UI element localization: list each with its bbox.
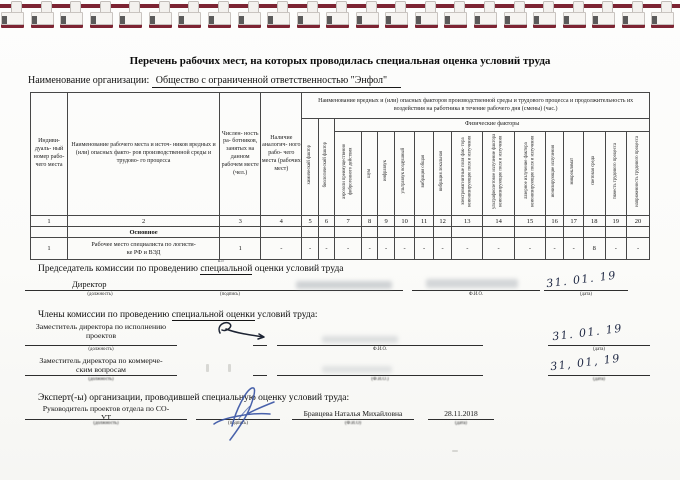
expert-date: 28.11.2018 — [444, 409, 478, 418]
members-heading-pre: Члены комиссии по проведению — [38, 310, 172, 320]
binding-loop-sq — [534, 16, 539, 24]
factor-column-header — [605, 132, 627, 216]
column-number-cell: 8 — [361, 216, 377, 227]
section-cell — [627, 227, 650, 238]
scan-noise — [206, 364, 209, 372]
column-number-cell: 19 — [605, 216, 627, 227]
binding-loop-sq — [209, 16, 214, 24]
factor-value-cell: - — [394, 238, 415, 260]
binding-loop-sq — [593, 16, 598, 24]
factor-column-header — [415, 132, 434, 216]
factor-value-cell: - — [545, 238, 564, 260]
name-label: (Ф.И.О.) — [371, 377, 389, 382]
factor-value-cell: - — [433, 238, 452, 260]
binding-loop-sq — [416, 16, 421, 24]
member2-name-line — [277, 375, 483, 376]
expert-position: Руководитель проектов отдела по СО- УТ — [42, 404, 170, 423]
rotated-label: аэрозоли преимущественно фиброгенного действия — [341, 143, 354, 199]
section-cell — [515, 227, 546, 238]
organization-name: Общество с ограниченной ответственностью "Энфол" — [152, 75, 401, 88]
binding-loop — [415, 1, 438, 28]
section-cell — [335, 227, 362, 238]
section-cell — [302, 227, 318, 238]
binding-loop — [208, 1, 231, 28]
binding-loop — [90, 1, 113, 28]
binding-loop-sq — [386, 16, 391, 24]
date-label: (дата) — [455, 421, 467, 426]
rotated-label: шум — [366, 168, 372, 178]
column-number-cell: 11 — [415, 216, 434, 227]
column-number-cell: 9 — [378, 216, 394, 227]
factor-value-cell: - — [483, 238, 515, 260]
binding-loop-sq — [239, 16, 244, 24]
binding-loop — [1, 1, 24, 28]
member2-position-line — [25, 375, 177, 376]
factor-value-cell: - — [605, 238, 627, 260]
rotated-label: ионизирующие излучения — [551, 144, 557, 198]
section-cell — [433, 227, 452, 238]
rotated-label: электромагнитные поля фак- тора неионизирующие поля и излучения — [460, 135, 473, 207]
rotated-label: вибрация общая — [420, 154, 426, 188]
rotated-label: инфразвук — [382, 160, 388, 182]
rotated-label: биологический фактор — [323, 141, 329, 188]
factor-value-cell: - — [515, 238, 546, 260]
section-cell — [31, 227, 68, 238]
factor-column-header — [433, 132, 452, 216]
binding-loop-sq — [564, 16, 569, 24]
workplaces-table — [30, 92, 650, 260]
factor-column-header — [583, 132, 605, 216]
factor-column-header — [564, 132, 584, 216]
binding-loop — [444, 1, 467, 28]
expert-date-line — [428, 419, 494, 420]
section-cell — [318, 227, 334, 238]
analogous-cell: - — [261, 238, 302, 260]
organization-line — [28, 75, 401, 86]
binding-loop-sq — [652, 16, 657, 24]
factor-value-cell: - — [335, 238, 362, 260]
column-number-cell: 15 — [515, 216, 546, 227]
chairman-date-line — [544, 290, 628, 291]
binding-loop — [149, 1, 172, 28]
member1-signature-line — [253, 345, 267, 346]
binding-loop — [356, 1, 379, 28]
redacted-name — [426, 279, 518, 288]
member1-position-line — [25, 345, 177, 346]
table-header-row-1 — [31, 93, 650, 119]
date-label: (дата) — [593, 377, 605, 382]
col-header-workplace-name: Наименование рабочего места и источ- ников вредных и (или) опасных факто- ров производственной среды и трудово- го процесса — [68, 93, 220, 216]
section-cell — [483, 227, 515, 238]
binding-loop — [178, 1, 201, 28]
rotated-label: световая среда — [591, 156, 597, 186]
column-number-cell: 6 — [318, 216, 334, 227]
binding-loop — [651, 1, 674, 28]
position-label: (должность) — [88, 377, 114, 382]
chairman-heading-pre: Председатель комиссии по проведению — [38, 264, 201, 274]
redacted-signature — [296, 281, 392, 289]
col-header-biological-factor — [318, 119, 334, 216]
scan-noise — [452, 450, 458, 452]
member1-position: Заместитель директора по исполнению проектов — [35, 322, 167, 341]
member2-position: Заместитель директора по коммерче- ским вопросам — [39, 356, 163, 375]
factor-column-header — [335, 132, 362, 216]
document-title: Перечень рабочих мест, на которых проводилась специальная оценка условий труда — [129, 55, 551, 67]
col-header-analogous-workplace: Наличие аналогич- ного рабо- чего места (рабочих мест) — [261, 93, 302, 216]
factor-value-cell: - — [378, 238, 394, 260]
binding-loop-sq — [298, 16, 303, 24]
rotated-label: ультразвук воздушный — [401, 148, 407, 194]
expert-heading: Эксперт(-ы) организации, проводившей специальную оценку условий труда: — [38, 393, 350, 403]
factor-value-cell: - — [627, 238, 650, 260]
binding-loop-sq — [327, 16, 332, 24]
column-number-cell: 10 — [394, 216, 415, 227]
workers-count-cell: 1 — [220, 238, 261, 260]
binding-loop — [60, 1, 83, 28]
chairman-heading-post: оценки условий труда — [252, 264, 344, 274]
factor-column-header — [394, 132, 415, 216]
member2-signature-line — [253, 375, 267, 376]
factor-value-cell: - — [318, 238, 334, 260]
date-label: (дата) — [580, 292, 592, 297]
binding-loop — [622, 1, 645, 28]
member2-date-line — [548, 375, 650, 376]
member1-date-handwritten: 31. 01. 19 — [551, 321, 624, 344]
rotated-label: лазерное излучение фактора неионизирующие поля и излучения — [523, 135, 535, 207]
binding-loop-sq — [61, 16, 66, 24]
comb-binding — [0, 0, 680, 30]
factor-column-header — [452, 132, 483, 216]
binding-loop — [533, 1, 556, 28]
factor-column-header — [515, 132, 546, 216]
chairman-heading — [38, 258, 344, 274]
position-label: (должность) — [93, 421, 119, 426]
column-number-cell: 7 — [335, 216, 362, 227]
column-number-cell: 14 — [483, 216, 515, 227]
expert-signature — [192, 384, 292, 442]
col-header-harmful-factors: Наименование вредных и (или) опасных факторов производственной среды и трудового процесса и продолжительность их воздействия на работника в течение рабочего дня (смены) (час.) — [302, 93, 650, 119]
binding-loop-sq — [150, 16, 155, 24]
workplace-name-cell — [68, 238, 220, 260]
binding-loop-sq — [179, 16, 184, 24]
section-cell — [361, 227, 377, 238]
rotated-label: химический фактор — [306, 144, 312, 185]
expert-position-line — [25, 419, 187, 420]
members-heading — [38, 310, 318, 320]
name-label: Ф.И.О. — [372, 347, 388, 352]
column-number-cell: 18 — [583, 216, 605, 227]
section-cell — [605, 227, 627, 238]
section-cell — [452, 227, 483, 238]
column-number-cell: 12 — [433, 216, 452, 227]
section-cell — [378, 227, 394, 238]
binding-loop-sq — [357, 16, 362, 24]
binding-loop — [504, 1, 527, 28]
column-numbers-row — [31, 216, 650, 227]
col-header-physical-factors: Физические факторы — [335, 119, 650, 132]
column-number-cell: 4 — [261, 216, 302, 227]
date-label: (дата) — [593, 347, 605, 352]
binding-loop — [297, 1, 320, 28]
factor-column-header — [627, 132, 650, 216]
column-number-cell: 5 — [302, 216, 318, 227]
expert-name: Бравцева Наталья Михайловна — [303, 409, 403, 418]
section-cell — [261, 227, 302, 238]
chairman-position: Директор — [72, 279, 107, 289]
organization-label: Наименование организации: — [28, 75, 150, 86]
chairman-position-line — [25, 290, 403, 291]
binding-loop-sq — [32, 16, 37, 24]
binding-loop — [592, 1, 615, 28]
rotated-label: вибрация локальная — [439, 150, 445, 192]
binding-loop — [326, 1, 349, 28]
column-number-cell: 20 — [627, 216, 650, 227]
binding-loop — [238, 1, 261, 28]
section-cell — [415, 227, 434, 238]
binding-loop-sq — [120, 16, 125, 24]
name-label: Ф.И.О. — [468, 292, 484, 297]
binding-loop — [474, 1, 497, 28]
col-header-workers-count: Числен- ность ра- ботников, занятых на данном рабочем месте (чел.) — [220, 93, 261, 216]
binding-loop-sq — [2, 16, 7, 24]
rotated-label: тяжесть трудового процесса — [612, 142, 618, 200]
factor-value-cell: 8 — [583, 238, 605, 260]
section-cell — [220, 227, 261, 238]
col-header-chemical-factor — [302, 119, 318, 216]
redacted-name — [322, 366, 392, 373]
section-cell — [564, 227, 584, 238]
binding-loop — [267, 1, 290, 28]
name-label: (Ф.И.О) — [344, 421, 362, 426]
position-label: (должность) — [88, 347, 114, 352]
factor-value-cell: - — [452, 238, 483, 260]
factor-value-cell: - — [415, 238, 434, 260]
column-number-cell: 17 — [564, 216, 584, 227]
binding-loop — [563, 1, 586, 28]
expert-name-line — [292, 419, 414, 420]
col-header-workplace-number: Индиви- дуаль- ный номер рабо- чего места — [31, 93, 68, 216]
member2-date-handwritten: 31, 01, 19 — [549, 351, 622, 374]
section-label-cell: Основное — [68, 227, 220, 238]
signature-label: (подпись) — [220, 292, 240, 297]
rotated-label: напряженность трудового процесса — [634, 135, 640, 207]
handwritten-annotation: н.о — [218, 258, 224, 263]
rotated-label: ультрафиолетовое излучение фактора неионизирующие поля и излучения — [492, 133, 504, 209]
binding-loop-sq — [623, 16, 628, 24]
redacted-name — [322, 336, 398, 343]
factor-column-header — [483, 132, 515, 216]
binding-loop-sq — [475, 16, 480, 24]
signature-label: (подпись) — [228, 421, 248, 426]
binding-loop-sq — [268, 16, 273, 24]
workplace-data-row — [31, 238, 650, 260]
binding-loop — [385, 1, 408, 28]
factor-value-cell: - — [564, 238, 584, 260]
binding-loop — [119, 1, 142, 28]
binding-loop-sq — [91, 16, 96, 24]
binding-loop-sq — [505, 16, 510, 24]
column-number-cell: 3 — [220, 216, 261, 227]
section-cell — [394, 227, 415, 238]
column-number-cell: 1 — [31, 216, 68, 227]
section-cell — [545, 227, 564, 238]
factor-value-cell: - — [361, 238, 377, 260]
column-number-cell: 2 — [68, 216, 220, 227]
factor-column-header — [361, 132, 377, 216]
position-label: (должность) — [87, 292, 113, 297]
member1-date-line — [548, 345, 650, 346]
binding-loop — [31, 1, 54, 28]
binding-loop-sq — [445, 16, 450, 24]
workplace-name: Рабочее место специалиста по логисти- ке РФ и ВЭД — [91, 240, 196, 256]
section-cell — [583, 227, 605, 238]
member1-signature-paraph — [212, 317, 272, 343]
rotated-label: микроклимат — [570, 157, 576, 185]
chairman-heading-underlined: специальной н.о — [200, 258, 253, 274]
chairman-name-line — [412, 290, 540, 291]
factor-column-header — [545, 132, 564, 216]
factor-column-header — [378, 132, 394, 216]
member1-name-line — [277, 345, 483, 346]
scan-noise — [228, 364, 231, 372]
members-heading-underlined: специальной оценки — [171, 310, 255, 320]
members-heading-post: условий труда: — [254, 310, 318, 320]
column-number-cell: 13 — [452, 216, 483, 227]
workplace-number-cell: 1 — [31, 238, 68, 260]
factor-value-cell: - — [302, 238, 318, 260]
chairman-date-handwritten: 31. 01. 19 — [545, 268, 618, 291]
column-number-cell: 16 — [545, 216, 564, 227]
section-row — [31, 227, 650, 238]
